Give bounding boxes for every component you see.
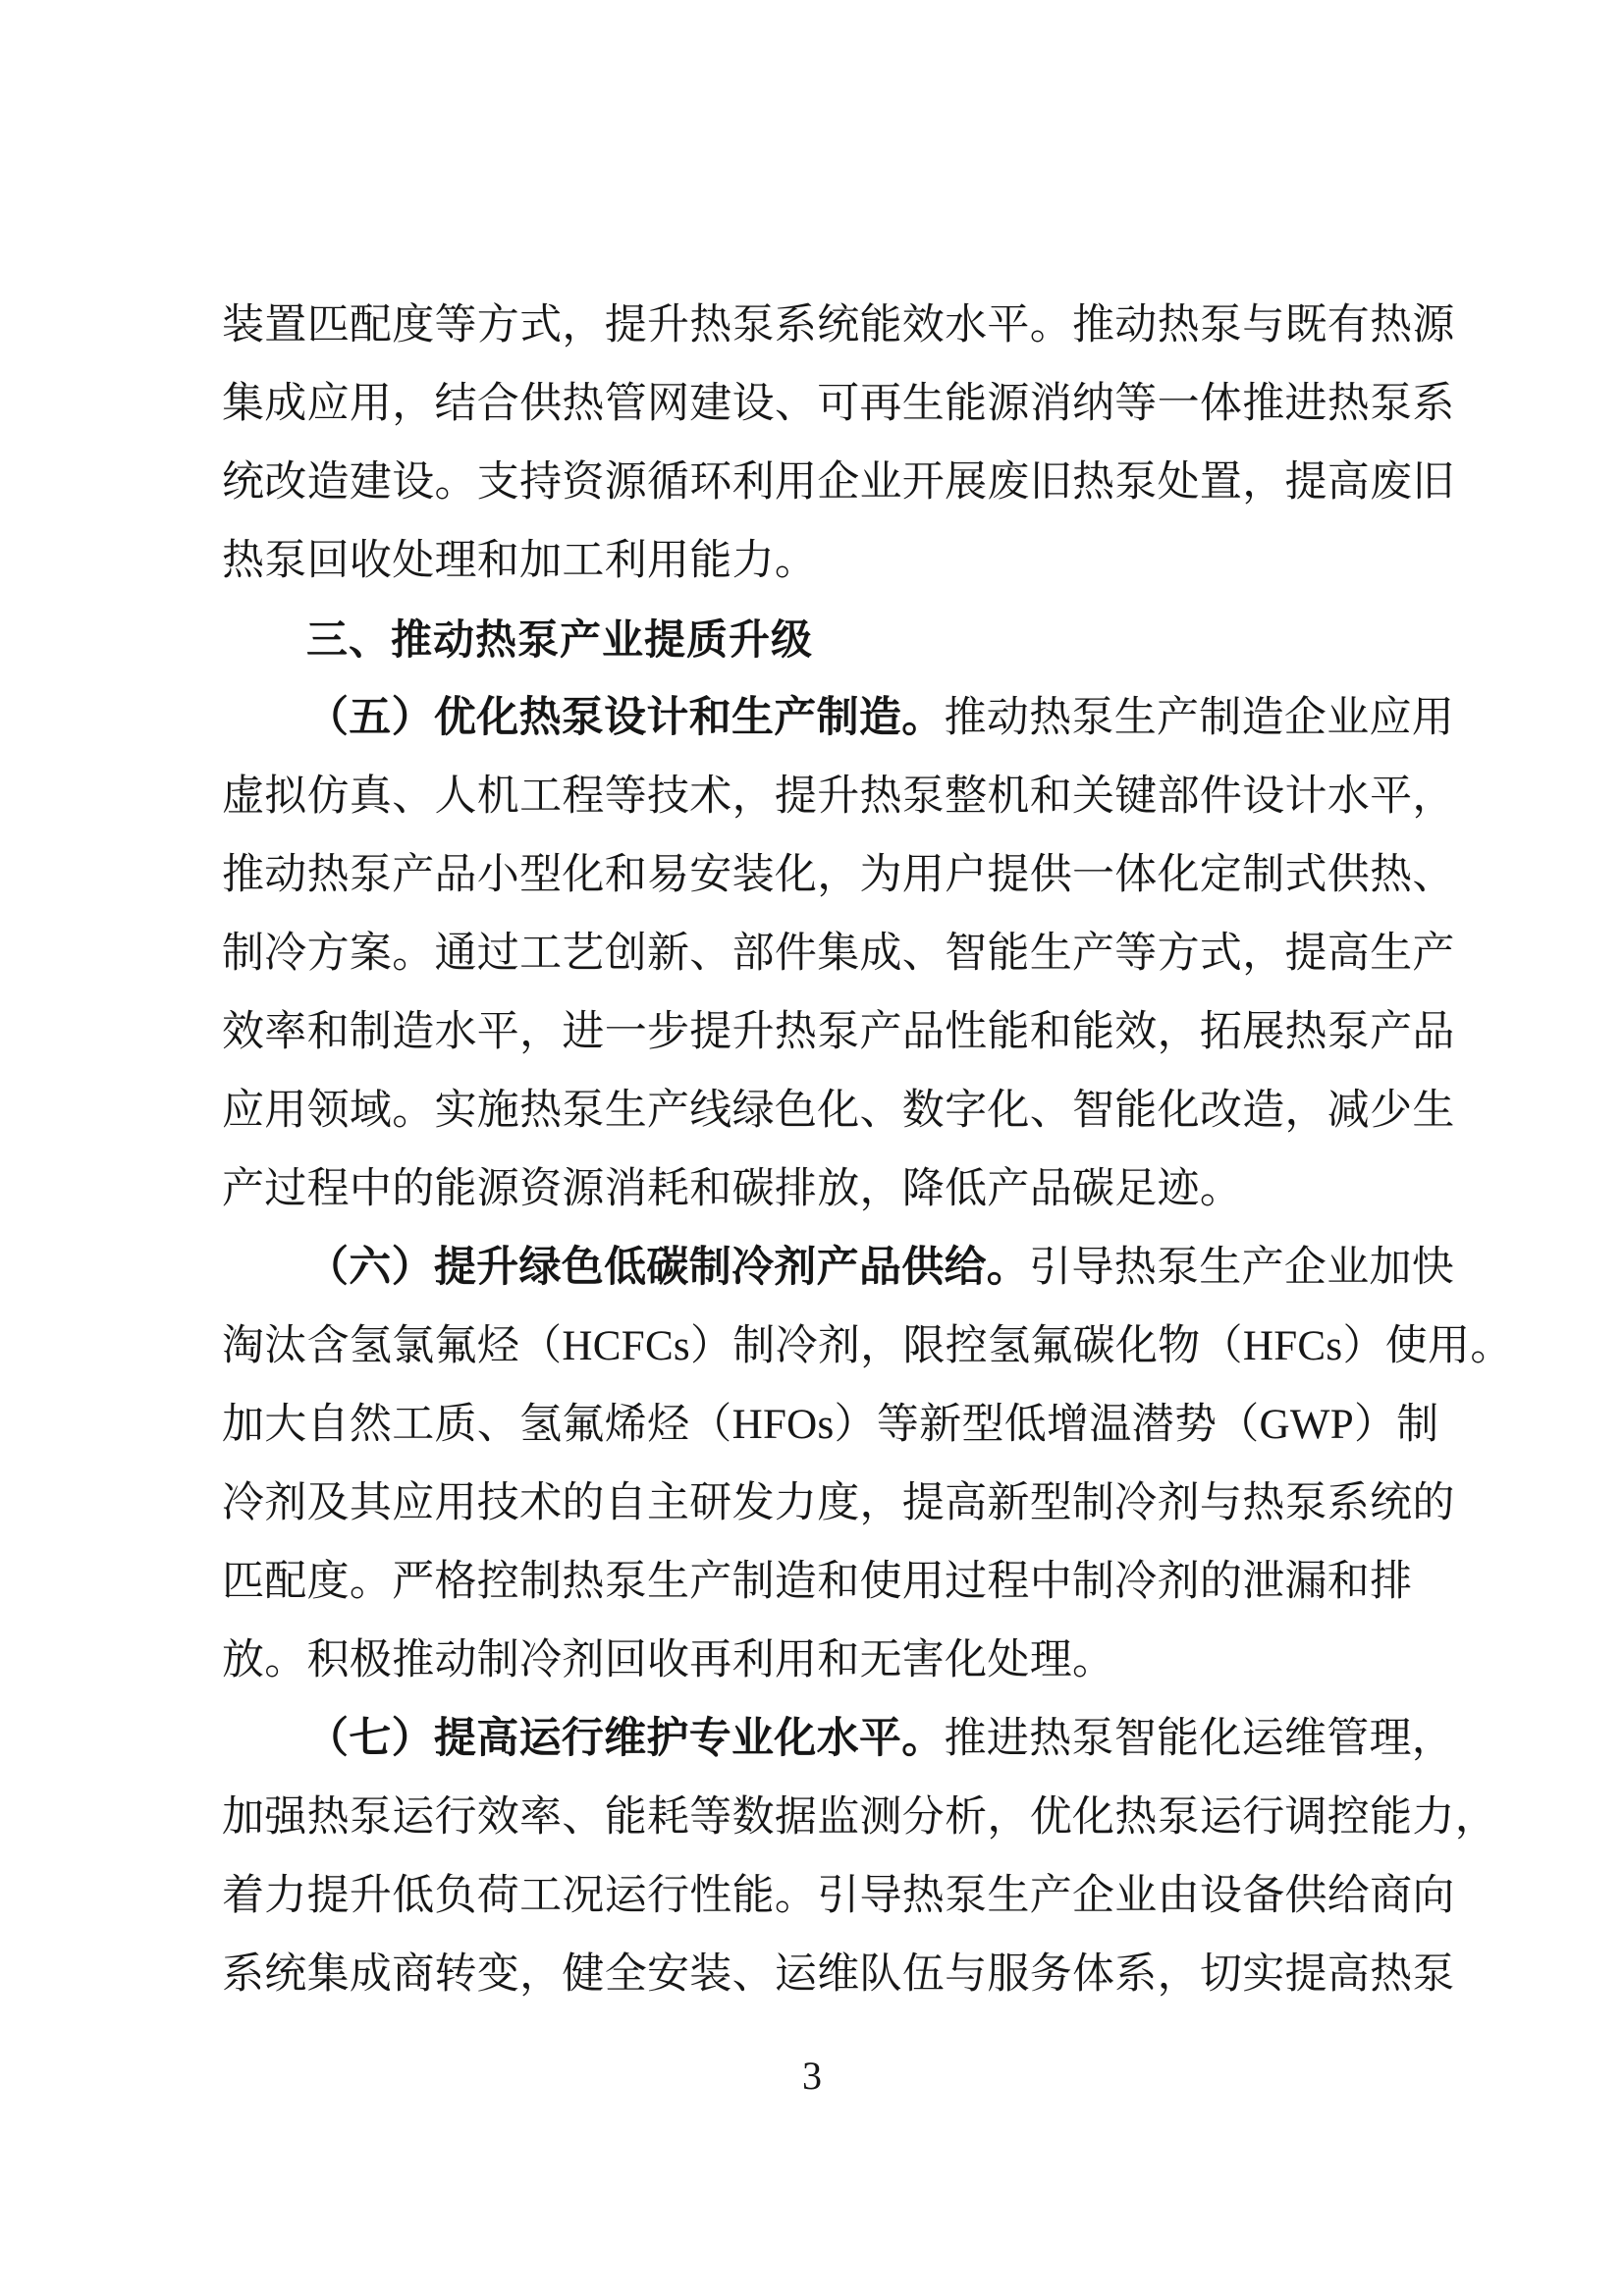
document-body <box>222 287 1513 2014</box>
body-line <box>222 1386 1439 1465</box>
line-text: 制冷方案。通过工艺创新、部件集成、智能生产等方式，提高生产 <box>222 931 1455 977</box>
page-footer <box>0 2037 1624 2115</box>
body-line <box>222 1622 1415 1700</box>
body-line <box>222 915 1455 993</box>
body-line <box>222 1543 1415 1622</box>
line-text: 推进热泵智能化运维管理， <box>944 1716 1455 1762</box>
item-lead-text: （六）提升绿色低碳制冷剂产品供给。 <box>306 1245 1030 1291</box>
line-text: 系统集成商转变，健全安装、运维队伍与服务体系，切实提高热泵 <box>222 1951 1455 1998</box>
line-text: 推动热泵生产制造企业应用 <box>944 695 1455 741</box>
line-text: 引导热泵生产企业加快 <box>1029 1245 1455 1291</box>
body-line <box>222 365 1455 444</box>
body-line <box>222 1936 1455 2014</box>
line-text: 匹配度。严格控制热泵生产制造和使用过程中制冷剂的泄漏和排 <box>222 1559 1413 1605</box>
line-text: 效率和制造水平，进一步提升热泵产品性能和能效，拓展热泵产品 <box>222 1009 1455 1055</box>
body-line-item-6 <box>222 1229 1455 1308</box>
body-line-item-5 <box>222 679 1455 758</box>
line-text: 装置匹配度等方式，提升热泵系统能效水平。推动热泵与既有热源 <box>222 302 1455 348</box>
body-line <box>222 836 1455 915</box>
item-lead-text: （五）优化热泵设计和生产制造。 <box>306 695 945 741</box>
body-line <box>222 1150 1415 1229</box>
body-line <box>222 287 1455 365</box>
body-line <box>222 1779 1497 1857</box>
line-text: 放。积极推动制冷剂回收再利用和无害化处理。 <box>222 1637 1115 1683</box>
body-line <box>222 1465 1455 1543</box>
line-text: 产过程中的能源资源消耗和碳排放，降低产品碳足迹。 <box>222 1166 1243 1212</box>
line-text: 推动热泵产品小型化和易安装化，为用户提供一体化定制式供热、 <box>222 852 1455 898</box>
line-text: 加强热泵运行效率、能耗等数据监测分析，优化热泵运行调控能力， <box>222 1794 1497 1841</box>
line-text: 淘汰含氢氯氟烃（HCFCs）制冷剂，限控氢氟碳化物（HFCs）使用。 <box>222 1323 1513 1369</box>
line-text: 统改造建设。支持资源循环利用企业开展废旧热泵处置，提高废旧 <box>222 459 1455 506</box>
line-text: 着力提升低负荷工况运行性能。引导热泵生产企业由设备供给商向 <box>222 1873 1455 1919</box>
body-line <box>222 444 1455 522</box>
line-text: 冷剂及其应用技术的自主研发力度，提高新型制冷剂与热泵系统的 <box>222 1480 1455 1526</box>
body-line <box>222 1308 1513 1386</box>
body-line-item-7 <box>222 1700 1455 1779</box>
line-text: 应用领域。实施热泵生产线绿色化、数字化、智能化改造，减少生 <box>222 1088 1455 1134</box>
body-line <box>222 1072 1455 1150</box>
item-lead-text: （七）提高运行维护专业化水平。 <box>306 1716 945 1762</box>
page-number: 3 <box>802 2054 822 2098</box>
body-line <box>222 993 1455 1072</box>
body-line <box>222 1857 1455 1936</box>
body-line <box>222 758 1455 836</box>
line-text: 集成应用，结合供热管网建设、可再生能源消纳等一体推进热泵系 <box>222 381 1455 427</box>
line-text: 加大自然工质、氢氟烯烃（HFOs）等新型低增温潜势（GWP）制 <box>222 1402 1439 1448</box>
line-text: 虚拟仿真、人机工程等技术，提升热泵整机和关键部件设计水平， <box>222 774 1455 820</box>
line-text: 热泵回收处理和加工利用能力。 <box>222 538 818 584</box>
body-line <box>222 522 1415 601</box>
section-heading: 三、推动热泵产业提质升级 <box>306 616 814 663</box>
